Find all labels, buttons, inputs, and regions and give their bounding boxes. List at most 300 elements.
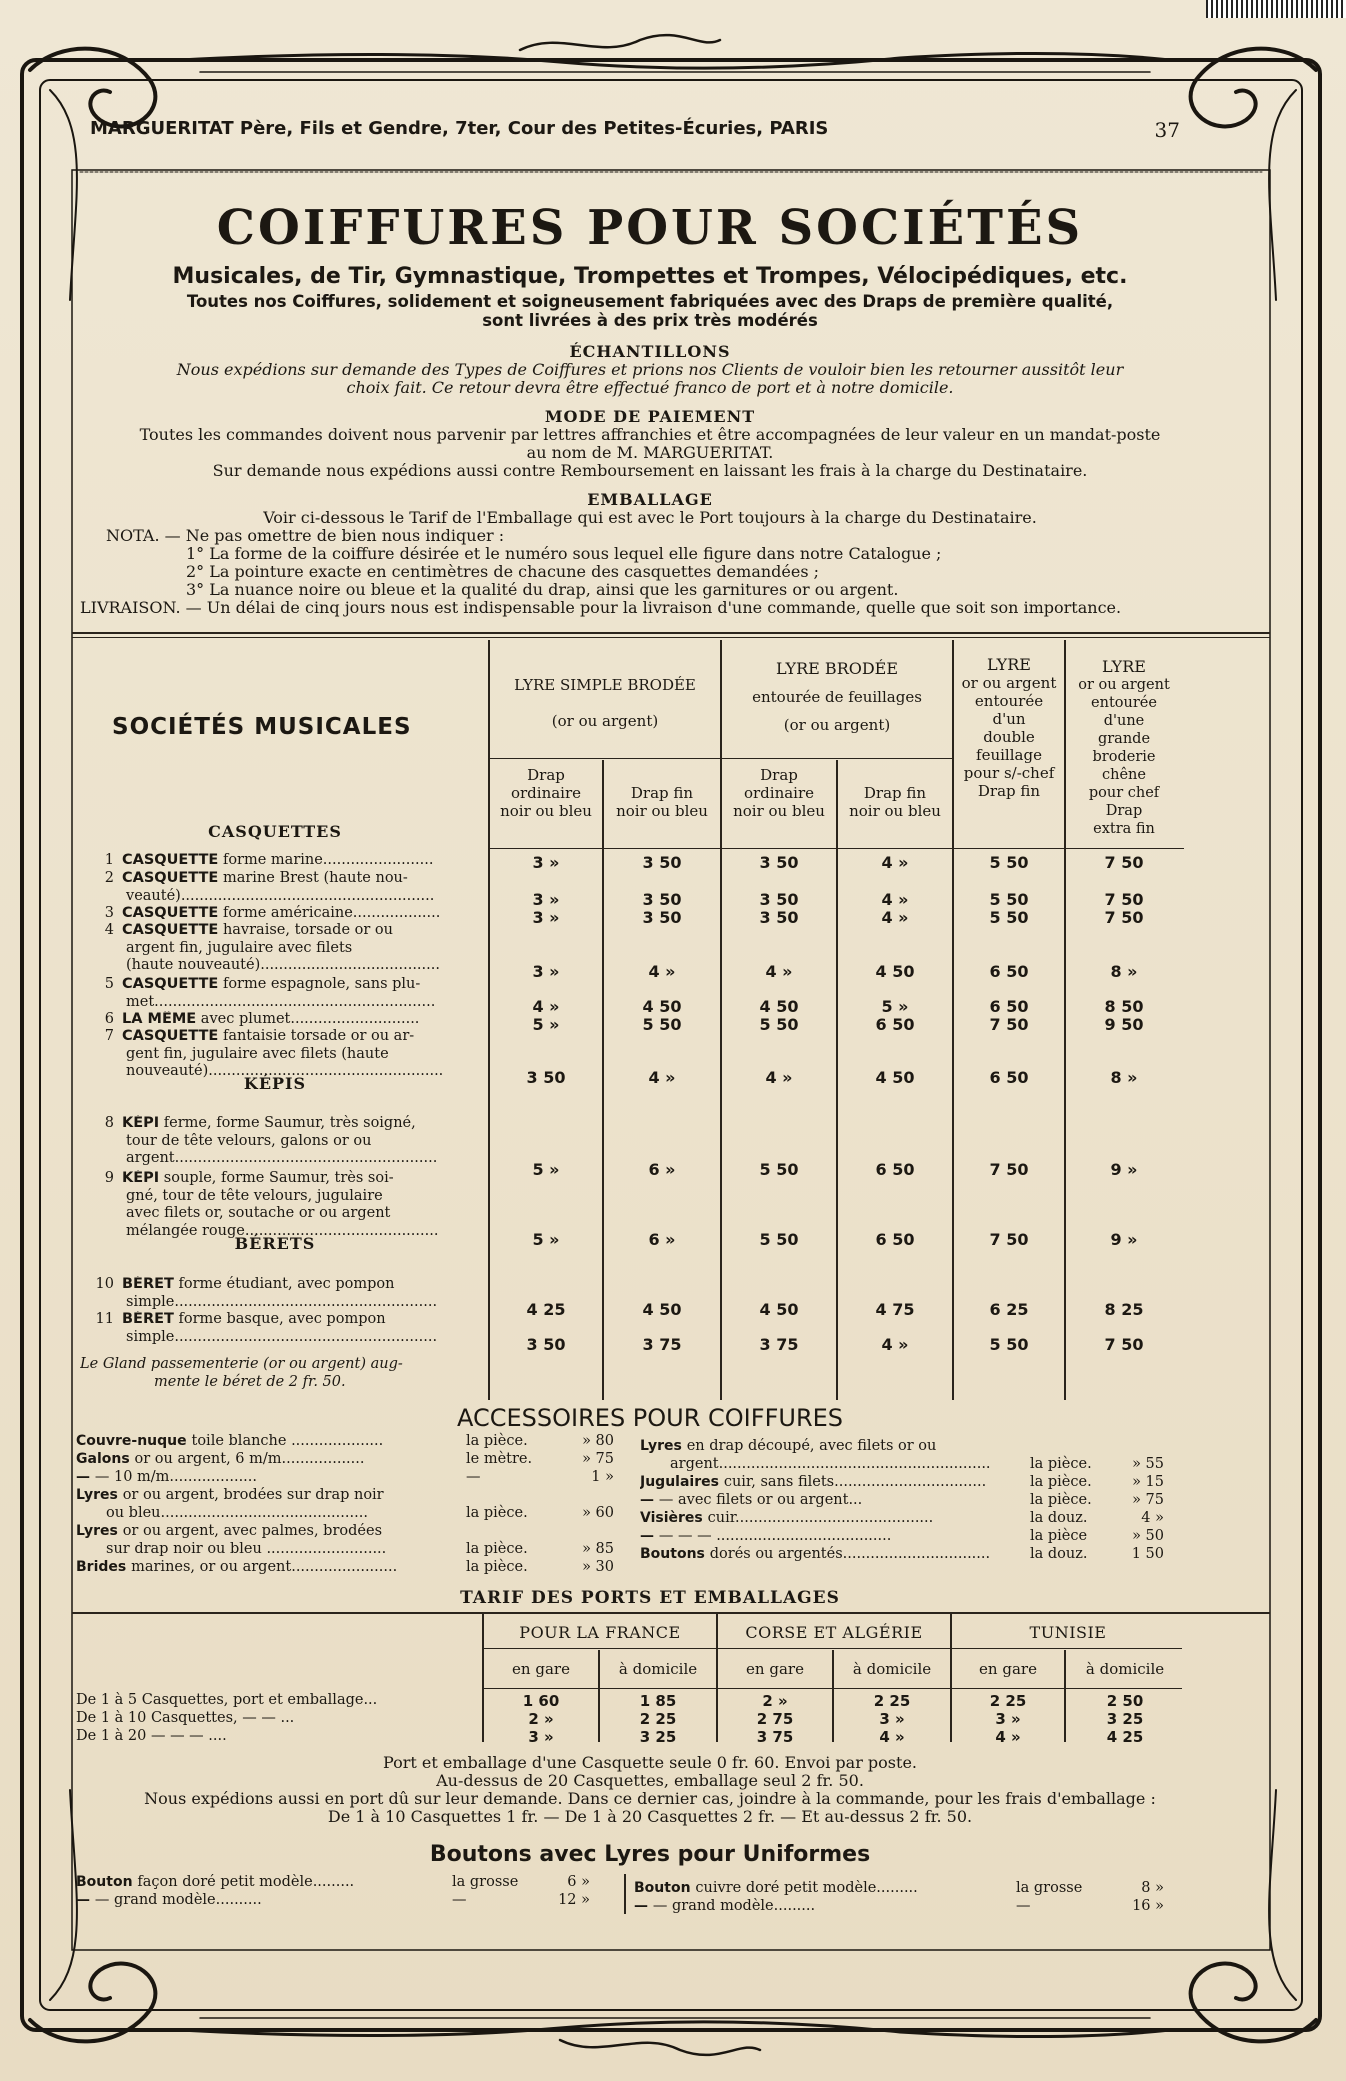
- price-cell: 6 50: [875, 1160, 915, 1179]
- accessory-text: — avec filets or ou argent...: [658, 1492, 863, 1508]
- item-keyword: CASQUETTE: [122, 976, 219, 992]
- price-cell: 7 50: [989, 1160, 1029, 1179]
- item-group-heading: KÉPIS: [243, 1074, 307, 1093]
- tarif-price-cell: 1 60: [522, 1692, 560, 1710]
- accessory-text: cuir, sans filets.................................: [723, 1474, 987, 1490]
- bouton-price: 8 »: [1141, 1880, 1164, 1896]
- tarif-price-cell: 3 25: [1106, 1710, 1144, 1728]
- accessory-desc: [640, 1510, 1022, 1528]
- paiement-line: Sur demande nous expédions aussi contre Remboursement en laissant les frais à la charge du Destinataire.: [212, 461, 1088, 480]
- item-number: 7: [104, 1028, 114, 1044]
- price-cell: 8 »: [1110, 1068, 1138, 1087]
- colgroup-lyre-brodee-sub: entourée de feuillages: [752, 688, 922, 706]
- price-cell: 3 50: [759, 853, 799, 872]
- price-cell: 5 50: [989, 1335, 1029, 1354]
- item-line: argent fin, jugulaire avec filets: [126, 939, 353, 956]
- tarif-price-cell: 3 75: [756, 1728, 794, 1746]
- item-keyword: BÉRET: [122, 1276, 174, 1292]
- tarif-subcolumn: en gare: [746, 1660, 804, 1678]
- item-description: [80, 905, 475, 923]
- bouton-desc: [634, 1898, 1008, 1916]
- colgroup-line: or ou argent: [1078, 677, 1170, 693]
- accessory-text: cuir...........................................: [707, 1510, 934, 1526]
- accessory-keyword: Lyres: [76, 1487, 123, 1503]
- price-cell: 6 »: [648, 1230, 676, 1249]
- colgroup-line: pour chef: [1088, 785, 1160, 801]
- colgroup-lyre-grande-broderie: [1064, 658, 1184, 838]
- price-cell: 3 »: [532, 853, 560, 872]
- item-line: simple.........................................................: [126, 1328, 438, 1345]
- item-keyword: KÉPI: [122, 1115, 160, 1131]
- item-keyword: BÉRET: [122, 1311, 174, 1327]
- colgroup-line: d'un: [992, 710, 1026, 728]
- accessory-keyword: Boutons: [640, 1546, 710, 1562]
- accessory-text: argent...........................................................: [670, 1456, 991, 1472]
- price-cell: 6 50: [989, 997, 1029, 1016]
- accessory-text: sur drap noir ou bleu ..........................: [106, 1541, 387, 1557]
- price-cell: 6 »: [648, 1160, 676, 1179]
- item-description: [80, 1170, 475, 1240]
- accessory-desc: [76, 1469, 458, 1487]
- item-text: forme basque, avec pompon: [173, 1311, 386, 1327]
- table-top-rule-2: [72, 637, 1270, 638]
- tarif-region: POUR LA FRANCE: [519, 1623, 681, 1642]
- colgroup-line: pour s/-chef: [963, 764, 1055, 782]
- accessory-price: 1 »: [591, 1469, 614, 1485]
- colgroup-line: chêne: [1102, 767, 1146, 783]
- tarif-subcolumn: en gare: [979, 1660, 1037, 1678]
- gland-note: [80, 1356, 475, 1391]
- gland-line: mente le béret de 2 fr. 50.: [154, 1373, 346, 1390]
- item-text: forme espagnole, sans plu-: [218, 976, 421, 992]
- accessory-unit: la pièce.: [1030, 1474, 1092, 1490]
- accessory-unit: la pièce.: [466, 1505, 528, 1521]
- price-cell: 4 »: [881, 890, 909, 909]
- accessory-price: » 50: [1132, 1528, 1164, 1544]
- item-line: gné, tour de tête velours, jugulaire: [126, 1187, 383, 1204]
- gland-line: Le Gland passementerie (or ou argent) aug-: [80, 1356, 403, 1372]
- subcolumn-line: ordinaire: [743, 784, 815, 802]
- page-subtitle: Musicales, de Tir, Gymnastique, Trompettes et Trompes, Vélocipédiques, etc.: [172, 264, 1128, 289]
- item-number: 5: [104, 976, 114, 992]
- price-cell: 4 25: [526, 1300, 566, 1319]
- catalogue-header: [90, 118, 1180, 142]
- item-number: 6: [104, 1011, 114, 1027]
- subcolumn-header: [838, 784, 952, 820]
- tarif-price-cell: 3 25: [639, 1728, 677, 1746]
- colgroup-line: or ou argent: [961, 674, 1057, 692]
- item-group-heading: CASQUETTES: [208, 822, 342, 841]
- colgroup-lyre-simple: LYRE SIMPLE BRODÉE: [514, 676, 696, 694]
- paiement-heading: MODE DE PAIEMENT: [544, 407, 756, 426]
- item-line: avec filets or, soutache or ou argent: [126, 1205, 391, 1221]
- item-number: 1: [104, 852, 114, 868]
- item-description: [80, 922, 475, 975]
- accessory-text: or ou argent, brodées sur drap noir: [122, 1487, 384, 1503]
- tarif-price-cell: 2 »: [528, 1710, 554, 1728]
- price-cell: 4 »: [881, 908, 909, 927]
- accessory-keyword: Visières: [640, 1510, 708, 1526]
- subcolumn-line: noir ou bleu: [616, 802, 708, 820]
- price-cell: 4 75: [875, 1300, 915, 1319]
- accessory-desc: [76, 1433, 458, 1451]
- tarif-row-label: De 1 à 10 Casquettes, — — ...: [76, 1710, 295, 1726]
- price-cell: 3 »: [532, 890, 560, 909]
- accessory-unit: la pièce: [1030, 1528, 1088, 1544]
- accessory-desc: [76, 1559, 458, 1577]
- price-cell: 5 50: [759, 1015, 799, 1034]
- price-cell: 5 »: [532, 1230, 560, 1249]
- price-cell: 9 50: [1104, 1015, 1144, 1034]
- page-number: 37: [1154, 118, 1180, 142]
- subcolumn-line: Drap: [760, 766, 798, 784]
- accessory-keyword: —: [640, 1528, 659, 1544]
- item-number: 10: [95, 1276, 114, 1292]
- tarif-notes: [80, 1754, 1220, 1826]
- tarif-subcolumn: à domicile: [618, 1660, 698, 1678]
- accessory-price: » 80: [582, 1433, 614, 1449]
- item-description: [80, 1115, 475, 1168]
- bouton-keyword: Bouton: [634, 1880, 696, 1896]
- colgroup-line: extra fin: [1093, 821, 1155, 837]
- item-group-heading: BÉRETS: [234, 1234, 316, 1253]
- price-cell: 6 25: [989, 1300, 1029, 1319]
- item-line: nouveauté)...................................................: [126, 1063, 444, 1079]
- accessory-unit: —: [466, 1469, 481, 1485]
- item-number: 4: [104, 922, 114, 938]
- item-text: forme marine........................: [218, 852, 434, 868]
- item-line: tour de tête velours, galons or ou: [126, 1132, 372, 1149]
- price-cell: 4 50: [759, 997, 799, 1016]
- colgroup-line: entourée: [1091, 695, 1157, 711]
- accessory-keyword: Jugulaires: [640, 1474, 724, 1490]
- item-text: havraise, torsade or ou: [218, 922, 393, 938]
- bouton-keyword: —: [634, 1898, 653, 1914]
- paiement-text: [80, 426, 1220, 480]
- price-cell: 7 50: [989, 1230, 1029, 1249]
- table-top-rule: [72, 632, 1270, 634]
- subcolumn-header: [722, 766, 836, 820]
- item-line: [80, 1170, 475, 1188]
- subcolumn-line: Drap: [527, 766, 565, 784]
- item-text: avec plumet............................: [196, 1011, 420, 1027]
- item-description: [80, 1028, 475, 1081]
- price-cell: 3 50: [759, 890, 799, 909]
- colgroup-line: feuillage: [976, 746, 1042, 764]
- price-cell: 4 »: [765, 962, 793, 981]
- tarif-price-cell: 2 »: [762, 1692, 788, 1710]
- colgroup-lyre-simple-sub: (or ou argent): [551, 712, 659, 730]
- bouton-text: façon doré petit modèle.........: [137, 1874, 355, 1890]
- price-cell: 6 50: [989, 1068, 1029, 1087]
- item-line: [80, 905, 475, 923]
- subcolumn-header: [490, 766, 602, 820]
- tarif-region: CORSE ET ALGÉRIE: [745, 1623, 923, 1642]
- subcolumn-line: noir ou bleu: [849, 802, 941, 820]
- accessory-price: » 15: [1132, 1474, 1164, 1490]
- price-cell: 3 50: [642, 908, 682, 927]
- colgroup-line: LYRE: [1102, 657, 1146, 676]
- price-cell: 3 50: [526, 1068, 566, 1087]
- colgroup-line: double: [983, 728, 1035, 746]
- accessory-desc: [640, 1546, 1022, 1564]
- paiement-line: Toutes les commandes doivent nous parvenir par lettres affranchies et être accompagnées de leur valeur en un mandat-poste: [139, 425, 1161, 444]
- price-cell: 3 50: [642, 853, 682, 872]
- price-cell: 3 »: [532, 962, 560, 981]
- price-cell: 4 »: [881, 853, 909, 872]
- bouton-unit: —: [452, 1892, 467, 1908]
- item-keyword: CASQUETTE: [122, 870, 219, 886]
- header-bottom-rule: [488, 848, 1184, 849]
- item-text: fantaisie torsade or ou ar-: [218, 1028, 415, 1044]
- tarif-rule: [72, 1612, 1270, 1614]
- item-text: marine Brest (haute nou-: [218, 870, 408, 886]
- accessory-unit: le mètre.: [466, 1451, 533, 1467]
- item-description: [80, 852, 475, 870]
- item-text: souple, forme Saumur, très soi-: [159, 1170, 394, 1186]
- accessory-desc: [76, 1523, 458, 1541]
- item-line: [80, 1028, 475, 1046]
- subcolumn-line: Drap fin: [863, 784, 927, 802]
- nota-line: 2° La pointure exacte en centimètres de chacune des casquettes demandées ;: [186, 562, 820, 581]
- page-title: COIFFURES POUR SOCIÉTÉS: [216, 200, 1084, 256]
- accessory-keyword: Galons: [76, 1451, 135, 1467]
- accessory-desc: [640, 1492, 1022, 1510]
- price-cell: 3 75: [642, 1335, 682, 1354]
- accessory-keyword: —: [640, 1492, 659, 1508]
- accessory-desc: [640, 1456, 1022, 1474]
- bouton-desc: [76, 1874, 444, 1892]
- subcolumn-line: ordinaire: [510, 784, 582, 802]
- accessory-price: » 60: [582, 1505, 614, 1521]
- price-cell: 4 »: [532, 997, 560, 1016]
- accessory-unit: la pièce.: [1030, 1492, 1092, 1508]
- price-cell: 8 »: [1110, 962, 1138, 981]
- bouton-unit: la grosse: [1016, 1880, 1083, 1896]
- item-keyword: CASQUETTE: [122, 922, 219, 938]
- colgroup-line: Drap: [1105, 803, 1143, 819]
- tarif-note: Nous expédions aussi en port dû sur leur demande. Dans ce dernier cas, joindre à la commande, pour les frais d'emballage :: [144, 1789, 1156, 1808]
- tarif-note: Port et emballage d'une Casquette seule 0 fr. 60. Envoi par poste.: [383, 1753, 917, 1772]
- item-line: simple.........................................................: [126, 1293, 438, 1310]
- tarif-header-bottom-rule: [482, 1688, 1182, 1689]
- price-cell: 7 50: [1104, 1335, 1144, 1354]
- accessory-price: » 85: [582, 1541, 614, 1557]
- accessory-desc: [76, 1505, 458, 1523]
- price-cell: 9 »: [1110, 1230, 1138, 1249]
- price-cell: 4 50: [875, 1068, 915, 1087]
- item-number: 3: [104, 905, 114, 921]
- price-cell: 5 »: [532, 1160, 560, 1179]
- item-line: [80, 1276, 475, 1294]
- accessory-desc: [76, 1541, 458, 1559]
- colgroup-line: Drap fin: [977, 782, 1041, 800]
- echantillons-heading: ÉCHANTILLONS: [569, 342, 731, 361]
- tarif-price-cell: 3 »: [879, 1710, 905, 1728]
- tarif-note: Au-dessus de 20 Casquettes, emballage seul 2 fr. 50.: [436, 1771, 864, 1790]
- tarif-price-cell: 2 75: [756, 1710, 794, 1728]
- price-cell: 6 50: [989, 962, 1029, 981]
- colgroup-lyre-double-feuillage: [954, 656, 1064, 800]
- subheader-rule: [488, 758, 952, 759]
- price-cell: 5 50: [759, 1160, 799, 1179]
- price-cell: 5 50: [989, 853, 1029, 872]
- item-number: 2: [104, 870, 114, 886]
- intro-line: Toutes nos Coiffures, solidement et soigneusement fabriquées avec des Draps de première qualité,: [186, 292, 1114, 311]
- price-cell: 8 50: [1104, 997, 1144, 1016]
- item-line: [80, 976, 475, 994]
- colgroup-lyre-brodee: LYRE BRODÉE: [775, 659, 899, 678]
- subcolumn-header: [604, 784, 720, 820]
- tarif-region: TUNISIE: [1029, 1623, 1107, 1642]
- accessory-keyword: —: [76, 1469, 95, 1485]
- accessory-desc: [76, 1451, 458, 1469]
- item-line: veauté).......................................................: [126, 887, 435, 904]
- price-cell: 4 50: [642, 1300, 682, 1319]
- echantillons-line: choix fait. Ce retour devra être effectué franco de port et à notre domicile.: [346, 378, 954, 397]
- accessory-price: 1 50: [1131, 1546, 1164, 1562]
- accessory-unit: la pièce.: [466, 1433, 528, 1449]
- tarif-price-cell: 4 »: [879, 1728, 905, 1746]
- price-cell: 7 50: [1104, 890, 1144, 909]
- intro-line: sont livrées à des prix très modérés: [482, 311, 818, 330]
- bouton-desc: [634, 1880, 1008, 1898]
- price-cell: 7 50: [989, 1015, 1029, 1034]
- item-line: [80, 1311, 475, 1329]
- item-keyword: CASQUETTE: [122, 905, 219, 921]
- accessory-text: or ou argent, avec palmes, brodées: [122, 1523, 383, 1539]
- price-cell: 4 50: [642, 997, 682, 1016]
- price-cell: 7 50: [1104, 908, 1144, 927]
- accessory-text: dorés ou argentés................................: [709, 1546, 991, 1562]
- accessory-text: or ou argent, 6 m/m..................: [134, 1451, 365, 1467]
- item-keyword: CASQUETTE: [122, 852, 219, 868]
- price-cell: 5 50: [759, 1230, 799, 1249]
- accessory-text: marines, or ou argent.......................: [131, 1559, 398, 1575]
- item-line: [80, 1115, 475, 1133]
- colgroup-line: entourée: [974, 692, 1044, 710]
- accessoires-heading: ACCESSOIRES POUR COIFFURES: [456, 1404, 844, 1432]
- accessory-desc: [640, 1474, 1022, 1492]
- price-cell: 6 50: [875, 1230, 915, 1249]
- bouton-price: 6 »: [567, 1874, 590, 1890]
- item-text: ferme, forme Saumur, très soigné,: [159, 1115, 416, 1131]
- item-description: [80, 870, 475, 905]
- colgroup-line: grande: [1097, 731, 1151, 747]
- paiement-line: au nom de M. MARGUERITAT.: [526, 443, 774, 462]
- bouton-unit: la grosse: [452, 1874, 519, 1890]
- bouton-price: 16 »: [1132, 1898, 1164, 1914]
- item-line: argent.........................................................: [126, 1150, 438, 1166]
- subcolumn-line: noir ou bleu: [500, 802, 592, 820]
- accessory-price: » 75: [1132, 1492, 1164, 1508]
- price-cell: 5 50: [989, 890, 1029, 909]
- header-line: MARGUERITAT Père, Fils et Gendre, 7ter, Cour des Petites-Écuries, PARIS: [90, 118, 829, 139]
- tarif-price-cell: 2 25: [873, 1692, 911, 1710]
- price-cell: 4 »: [648, 1068, 676, 1087]
- price-cell: 5 50: [989, 908, 1029, 927]
- boutons-divider: [624, 1874, 626, 1914]
- echantillons-text: [80, 361, 1220, 397]
- accessory-text: toile blanche ....................: [191, 1433, 384, 1449]
- price-cell: 4 50: [875, 962, 915, 981]
- subcolumn-line: noir ou bleu: [733, 802, 825, 820]
- item-line: mélangée rouge..........................................: [126, 1222, 439, 1239]
- bouton-desc: [76, 1892, 444, 1910]
- price-cell: 3 50: [759, 908, 799, 927]
- section-title-musicales: SOCIÉTÉS MUSICALES: [112, 714, 412, 740]
- colgroup-line: broderie: [1092, 749, 1156, 765]
- price-cell: 6 50: [875, 1015, 915, 1034]
- tarif-row-label: De 1 à 5 Casquettes, port et emballage...: [76, 1692, 378, 1708]
- bouton-price: 12 »: [558, 1892, 590, 1908]
- tarif-row-label: De 1 à 20 — — — ....: [76, 1728, 227, 1744]
- accessory-price: 4 »: [1141, 1510, 1164, 1526]
- accessory-desc: [640, 1528, 1022, 1546]
- item-keyword: LA MÊME: [122, 1011, 197, 1027]
- accessory-price: » 55: [1132, 1456, 1164, 1472]
- price-cell: 3 75: [759, 1335, 799, 1354]
- tarif-price-cell: 2 25: [989, 1692, 1027, 1710]
- item-line: (haute nouveauté).......................................: [126, 957, 440, 973]
- item-line: [80, 852, 475, 870]
- bouton-keyword: Bouton: [76, 1874, 138, 1890]
- intro-text: [80, 292, 1220, 330]
- item-number: 11: [95, 1311, 114, 1327]
- item-line: gent fin, jugulaire avec filets (haute: [126, 1045, 389, 1062]
- price-cell: 3 »: [532, 908, 560, 927]
- accessory-price: » 75: [582, 1451, 614, 1467]
- nota-line: 3° La nuance noire ou bleue et la qualité du drap, ainsi que les garnitures or ou argent.: [186, 580, 899, 599]
- colgroup-line: d'une: [1103, 713, 1145, 729]
- tarif-heading: TARIF DES PORTS ET EMBALLAGES: [460, 1588, 840, 1608]
- tarif-price-cell: 2 50: [1106, 1692, 1144, 1710]
- price-cell: 3 50: [526, 1335, 566, 1354]
- accessory-unit: la pièce.: [1030, 1456, 1092, 1472]
- colgroup-line: LYRE: [987, 655, 1031, 674]
- item-number: 9: [104, 1170, 114, 1186]
- accessory-keyword: Lyres: [640, 1438, 687, 1454]
- accessory-keyword: Couvre-nuque: [76, 1433, 192, 1449]
- nota-line: NOTA. — Ne pas omettre de bien nous indiquer :: [106, 526, 505, 545]
- tarif-subcolumn: à domicile: [1085, 1660, 1165, 1678]
- tarif-price-cell: 3 »: [995, 1710, 1021, 1728]
- tarif-price-cell: 2 25: [639, 1710, 677, 1728]
- emballage-text: [80, 509, 1220, 617]
- boutons-heading: Boutons avec Lyres pour Uniformes: [429, 1842, 871, 1867]
- emballage-heading: EMBALLAGE: [587, 490, 713, 509]
- accessory-text: — — — ......................................: [658, 1528, 892, 1544]
- nota-line: 1° La forme de la coiffure désirée et le numéro sous lequel elle figure dans notre Catalogue ;: [186, 544, 942, 563]
- accessory-text: — 10 m/m...................: [94, 1469, 258, 1485]
- price-cell: 5 50: [642, 1015, 682, 1034]
- item-line: met.............................................................: [126, 993, 436, 1010]
- tarif-subheader-rule: [482, 1648, 1182, 1649]
- accessory-text: ou bleu.............................................: [106, 1505, 368, 1521]
- item-description: [80, 1311, 475, 1346]
- item-text: forme américaine...................: [218, 905, 441, 921]
- item-number: 8: [104, 1115, 114, 1131]
- price-cell: 4 »: [648, 962, 676, 981]
- price-cell: 4 »: [765, 1068, 793, 1087]
- accessory-keyword: Lyres: [76, 1523, 123, 1539]
- item-text: forme étudiant, avec pompon: [173, 1276, 395, 1292]
- accessory-unit: la douz.: [1030, 1546, 1088, 1562]
- bouton-keyword: —: [76, 1892, 95, 1908]
- accessory-unit: la douz.: [1030, 1510, 1088, 1526]
- accessory-unit: la pièce.: [466, 1541, 528, 1557]
- item-description: [80, 1011, 475, 1029]
